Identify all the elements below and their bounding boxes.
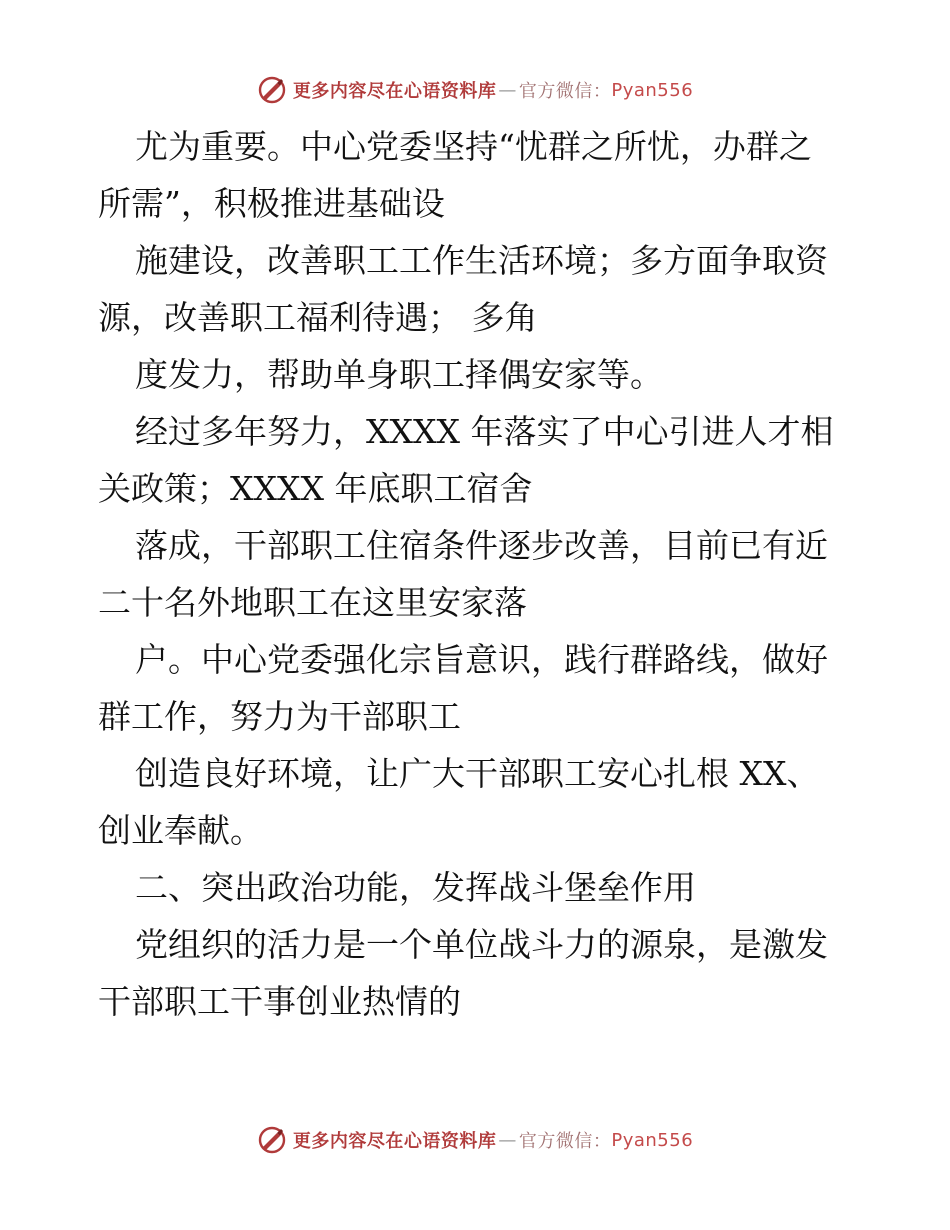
text-line: 群工作，努力为干部职工 bbox=[98, 697, 461, 736]
text-line: 创造良好环境，让广大干部职工安心扎根 XX、 bbox=[135, 754, 820, 793]
text-line: 度发力，帮助单身职工择偶安家等。 bbox=[135, 355, 663, 394]
watermark-separator: — bbox=[498, 79, 517, 101]
text-line: 干部职工干事创业热情的 bbox=[98, 982, 461, 1021]
text-line: 尤为重要。中心党委坚持“忧群之所忧，办群之 bbox=[135, 127, 812, 166]
watermark-text: 更多内容尽在心语资料库 bbox=[292, 1131, 497, 1152]
watermark-account: Pyan556 bbox=[611, 1129, 694, 1151]
document-body bbox=[98, 118, 858, 1030]
text-line: 党组织的活力是一个单位战斗力的源泉，是激发 bbox=[135, 925, 828, 964]
footer-watermark bbox=[0, 1120, 950, 1160]
text-line: 关政策；XXXX 年底职工宿舍 bbox=[98, 469, 533, 508]
text-line: 所需”，积极推进基础设 bbox=[98, 184, 445, 223]
text-line: 创业奉献。 bbox=[98, 811, 263, 850]
watermark-account: Pyan556 bbox=[611, 79, 694, 101]
watermark-official-label: 官方微信： bbox=[518, 1131, 612, 1152]
text-line: 二十名外地职工在这里安家落 bbox=[98, 583, 527, 622]
text-line: 户。中心党委强化宗旨意识，践行群路线，做好 bbox=[135, 640, 828, 679]
text-line: 落成，干部职工住宿条件逐步改善，目前已有近 bbox=[135, 526, 828, 565]
text-line: 源，改善职工福利待遇； 多角 bbox=[98, 298, 538, 337]
watermark-text: 更多内容尽在心语资料库 bbox=[292, 81, 497, 102]
pen-logo-icon bbox=[257, 1125, 287, 1155]
watermark-official-label: 官方微信： bbox=[518, 81, 612, 102]
text-line: 二、突出政治功能，发挥战斗堡垒作用 bbox=[135, 868, 696, 907]
text-line: 经过多年努力，XXXX 年落实了中心引进人才相 bbox=[135, 412, 834, 451]
watermark-separator: — bbox=[498, 1129, 517, 1151]
header-watermark bbox=[0, 70, 950, 110]
text-line: 施建设，改善职工工作生活环境；多方面争取资 bbox=[135, 241, 828, 280]
pen-logo-icon bbox=[257, 75, 287, 105]
